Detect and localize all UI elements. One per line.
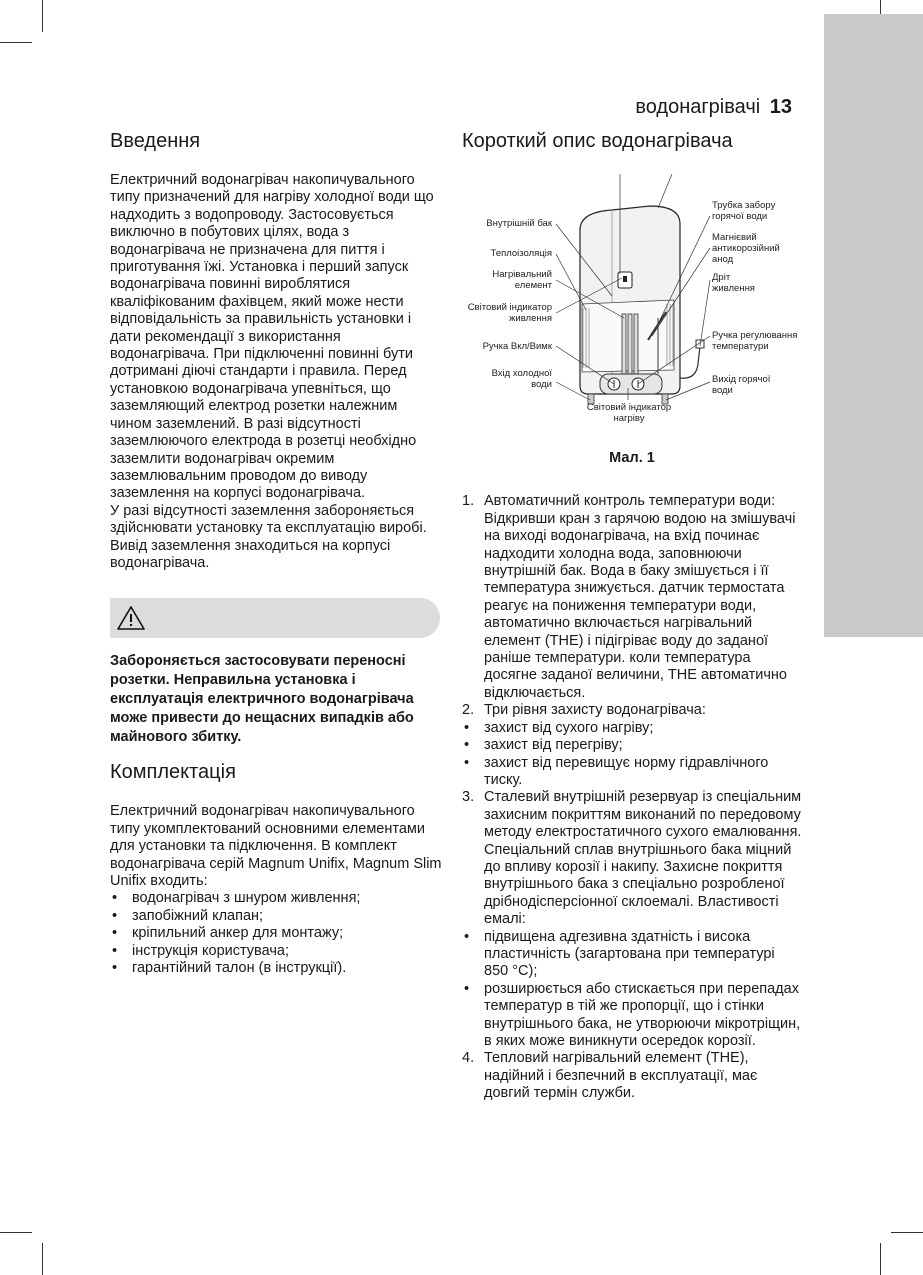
side-tab bbox=[824, 14, 923, 637]
label-cold-inlet: Вхід холодної води bbox=[491, 368, 552, 390]
list-marker: 1. bbox=[462, 493, 475, 510]
list-text: Тепловий нагрівальний елемент (ТНЕ), надійний і безпечний в експлуатації, має довгий термін служби. bbox=[484, 1050, 758, 1102]
label-temp-knob: Ручка регулювання температури bbox=[712, 330, 798, 352]
right-column bbox=[462, 128, 802, 1103]
list-marker: • bbox=[464, 737, 470, 754]
list-text: Автоматичний контроль температури води: Відкривши кран з гарячою водою на змішувачі на виході водонагрівача, на вхід починає надходити холодна вода, заповнюючи внутрішній бак. Вода в баку змішується і її температура знижується. датчик термостата реагує на пониження температури води, автоматично включається нагрівальний елемент (ТНЕ) і підігріває воду до заданої раніше температури. коли температура досягне заданої величини, ТНЕ автоматично відключається. bbox=[484, 493, 796, 701]
list-text: розширюється або стискається при перепадах температур в тій же пропорції, що і стінки внутрішнього бака, не утворюючи мікротріщин, в яких може виникнути осередок корозії. bbox=[484, 980, 801, 1049]
label-power-cord: Дріт живлення bbox=[712, 272, 755, 294]
list-item bbox=[462, 981, 802, 1051]
list-text: захист від сухого нагріву; bbox=[484, 719, 654, 736]
warning-banner bbox=[110, 598, 440, 638]
crop-mark bbox=[880, 1243, 881, 1275]
label-hot-outlet: Вихід горячої води bbox=[712, 374, 771, 396]
list-item bbox=[462, 789, 802, 928]
label-onoff-knob: Ручка Вкл/Вимк bbox=[482, 341, 552, 352]
list-item: • інструкція користувача; bbox=[110, 943, 442, 960]
label-power-indicator: Світовий індикатор живлення bbox=[467, 302, 552, 324]
list-item bbox=[462, 929, 802, 981]
intro-paragraph: У разі відсутності заземлення забороняється здійснювати установку та експлуатацію виробі. Вивід заземлення знаходиться на корпусі водонагрівача. bbox=[110, 502, 427, 571]
description-title: Короткий опис водонагрівача bbox=[462, 130, 733, 152]
warning-triangle-icon bbox=[116, 604, 146, 632]
list-marker: • bbox=[464, 719, 470, 736]
list-item bbox=[462, 702, 802, 719]
kit-title: Комплектація bbox=[110, 761, 236, 784]
warning-text: Забороняється застосовувати переносні розетки. Неправильна установка і експлуатація електричного водонагрівача може привести до нещасних випадків або майнового збитку. bbox=[110, 653, 414, 746]
intro-paragraph: Електричний водонагрівач накопичувального типу призначений для нагріву холодної води що надходить з водопроводу. Застосовується виключно в побутових цілях, вода з водонагрівача не призначена для пиття і приготування їжі. Установка і перший запуск водонагрівача повинні вироблятися кваліфікованим фахівцем, який може нести відповідальність за правильність установки і дати рекомендації з використання водонагрівача. При підключенні повинні бути дотримані діючі стандарти і правила. Перед установкою водонагрівача упевніться, що заземляющий електрод розетки належним чином заземлений. В разі відсутності заземлюючого електрода в розетці необхідно заземлити водонагрівач окремим заземлювальним проводом до виводу заземлення на корпусі водонагрівача. bbox=[110, 172, 434, 502]
intro-title: Введення bbox=[110, 130, 201, 152]
left-column bbox=[110, 128, 442, 977]
list-marker: • bbox=[464, 928, 470, 945]
crop-mark bbox=[891, 1232, 923, 1233]
label-inner-tank: Внутрішній бак bbox=[486, 218, 552, 229]
figure-caption: Мал. 1 bbox=[609, 450, 655, 466]
list-text: Три рівня захисту водонагрівача: bbox=[484, 702, 706, 719]
page-number: 13 bbox=[769, 96, 792, 118]
list-text: підвищена адгезивна здатність і висока пластичність (загартована при температурі 850 °C); bbox=[484, 928, 775, 980]
list-text: захист від перевищує норму гідравлічного тиску. bbox=[484, 754, 769, 788]
header-section: водонагрівачі bbox=[635, 96, 761, 118]
label-heat-indicator: Світовий індикатор нагріву bbox=[586, 402, 672, 424]
list-marker: • bbox=[464, 754, 470, 771]
list-item bbox=[462, 720, 802, 737]
crop-mark bbox=[0, 1232, 32, 1233]
crop-mark bbox=[0, 42, 32, 43]
label-anode: Магнієвий антикорозійний анод bbox=[712, 232, 780, 265]
list-item: • гарантійний талон (в інструкції). bbox=[110, 960, 442, 977]
list-item bbox=[462, 755, 802, 790]
water-heater-figure bbox=[462, 168, 802, 424]
list-marker: 2. bbox=[462, 702, 475, 719]
page-header bbox=[600, 96, 792, 119]
label-heating-element: Нагрівальний елемент bbox=[492, 269, 552, 291]
list-item: • водонагрівач з шнуром живлення; bbox=[110, 890, 442, 907]
list-item: • кріпильний анкер для монтажу; bbox=[110, 925, 442, 942]
list-marker: 3. bbox=[462, 789, 475, 806]
label-hot-pipe: Трубка забору горячої води bbox=[712, 200, 776, 222]
list-item: • запобіжний клапан; bbox=[110, 908, 442, 925]
kit-intro: Електричний водонагрівач накопичувального типу укомплектований основними елементами для установки та підключення. В комплект водонагрівача серій Magnum Unifix, Magnum Slim Unifix входить: bbox=[110, 803, 442, 889]
list-item bbox=[462, 1050, 802, 1102]
crop-mark bbox=[42, 0, 43, 32]
list-marker: • bbox=[464, 980, 470, 997]
list-item bbox=[462, 737, 802, 754]
list-text: захист від перегріву; bbox=[484, 737, 623, 754]
list-item bbox=[462, 493, 802, 702]
kit-list bbox=[110, 890, 442, 977]
description-list bbox=[462, 493, 802, 1102]
list-text: Сталевий внутрішній резервуар із спеціальним захисним покриттям виконаний по передовому методу електростатичного сухого емалювання. Спеціальний сплав внутрішнього бака міцний до впливу корозії і накипу. Захисне покриття внутрішнього бака з спеціально розробленої дрібнодісперсіонної склоемалі. Властивості емалі: bbox=[484, 789, 802, 928]
label-insulation: Теплоізоляція bbox=[490, 248, 552, 259]
list-marker: 4. bbox=[462, 1050, 475, 1067]
crop-mark bbox=[42, 1243, 43, 1275]
